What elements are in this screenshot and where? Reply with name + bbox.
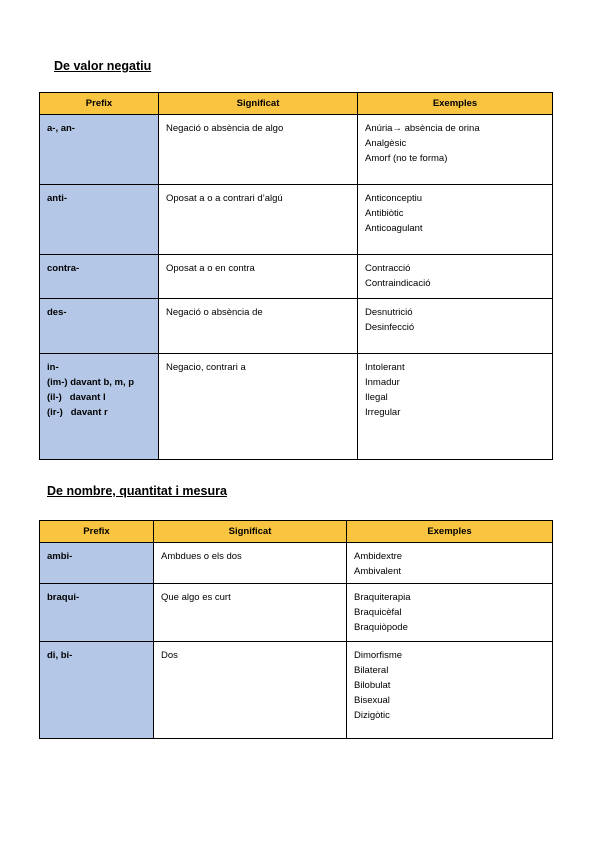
prefix-cell: des- xyxy=(40,299,159,354)
table-valor-negatiu xyxy=(39,92,553,460)
meaning-cell: Negacio, contrari a xyxy=(159,354,358,460)
prefix-cell: braqui- xyxy=(40,584,154,642)
section-title-negatiu: De valor negatiu xyxy=(54,59,152,73)
prefix-cell: di, bi- xyxy=(40,642,154,739)
prefix-cell: a-, an- xyxy=(40,115,159,185)
examples-cell: Braquiterapia Braquicèfal Braquiòpode xyxy=(347,584,553,642)
header-significat: Significat xyxy=(154,521,347,543)
prefix-cell: contra- xyxy=(40,255,159,299)
meaning-cell: Ambdues o els dos xyxy=(154,543,347,584)
meaning-cell: Negació o absència de algo xyxy=(159,115,358,185)
prefix-cell: anti- xyxy=(40,185,159,255)
section-title-nombre: De nombre, quantitat i mesura xyxy=(47,484,227,498)
header-prefix: Prefix xyxy=(40,521,154,543)
examples-cell: Anúria→ absència de orina Analgèsic Amorf (no te forma) xyxy=(358,115,553,185)
meaning-cell: Negació o absència de xyxy=(159,299,358,354)
meaning-cell: Dos xyxy=(154,642,347,739)
table-row xyxy=(40,584,553,642)
table-row xyxy=(40,354,553,460)
examples-cell: Desnutrició Desinfecció xyxy=(358,299,553,354)
table-nombre-quantitat xyxy=(39,520,553,739)
table-row xyxy=(40,543,553,584)
table-row xyxy=(40,299,553,354)
examples-cell: Intolerant Inmadur Ilegal Irregular xyxy=(358,354,553,460)
table-row xyxy=(40,255,553,299)
examples-cell: Dimorfisme Bilateral Bilobulat Bisexual Dizigòtic xyxy=(347,642,553,739)
table-row xyxy=(40,185,553,255)
header-prefix: Prefix xyxy=(40,93,159,115)
prefix-cell: ambi- xyxy=(40,543,154,584)
header-exemples: Exemples xyxy=(358,93,553,115)
prefix-cell: in- (im-) davant b, m, p (il-) davant l (ir-) davant r xyxy=(40,354,159,460)
table-row xyxy=(40,115,553,185)
table-row xyxy=(40,642,553,739)
meaning-cell: Oposat a o a contrari d’algú xyxy=(159,185,358,255)
header-exemples: Exemples xyxy=(347,521,553,543)
examples-cell: Anticonceptiu Antibiòtic Anticoagulant xyxy=(358,185,553,255)
examples-cell: Ambidextre Ambivalent xyxy=(347,543,553,584)
meaning-cell: Oposat a o en contra xyxy=(159,255,358,299)
examples-cell: Contracció Contraindicació xyxy=(358,255,553,299)
header-significat: Significat xyxy=(159,93,358,115)
meaning-cell: Que algo es curt xyxy=(154,584,347,642)
